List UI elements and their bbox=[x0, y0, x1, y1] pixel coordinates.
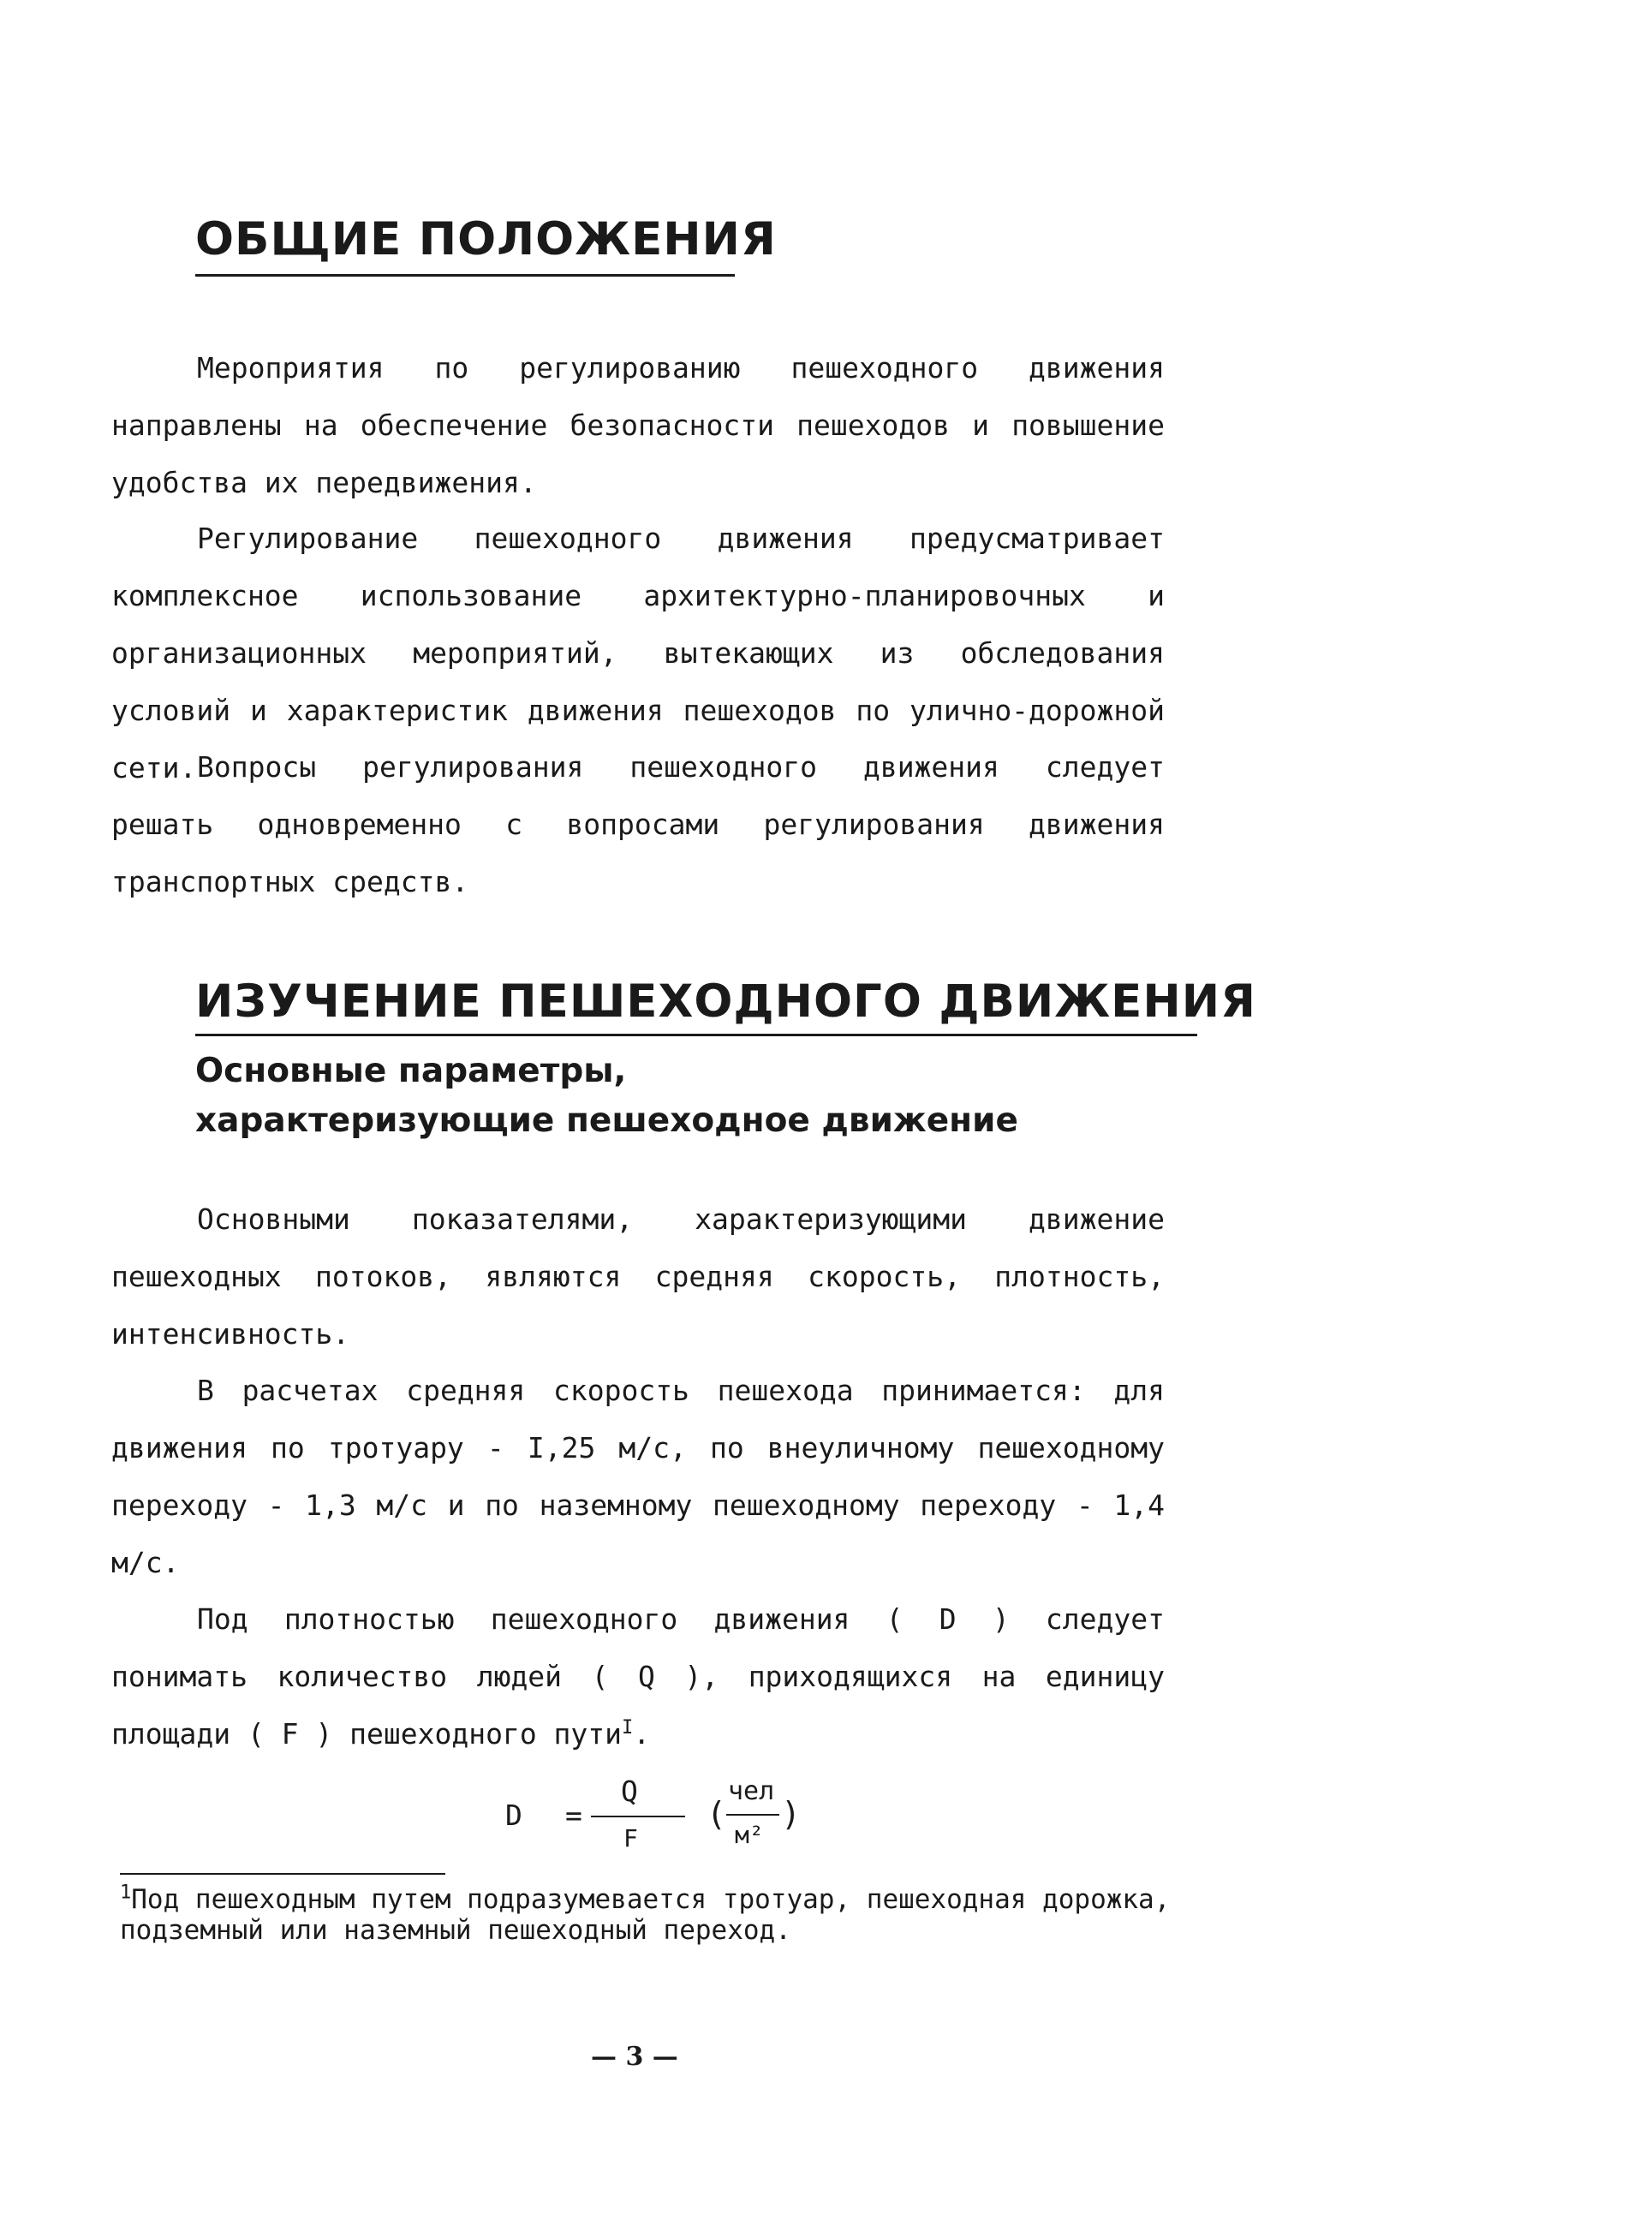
density-text: Под плотностью пешеходного движения ( D ) следует понимать количество людей ( Q ), приходящихся на единицу площади ( F ) пешеходного пути bbox=[111, 1602, 1165, 1751]
formula-denominator: F bbox=[623, 1824, 638, 1852]
paragraph-density bbox=[111, 1590, 1165, 1763]
page-number: — 3 — bbox=[591, 2042, 678, 2072]
paragraph-indicators: Основными показателями, характеризующими движение пешеходных потоков, являются средняя скорость, плотность, интенсивность. bbox=[111, 1202, 1165, 1351]
density-text-end: . bbox=[633, 1717, 651, 1751]
footnote-mark: 1 bbox=[120, 1882, 132, 1904]
formula-paren-close: ) bbox=[781, 1795, 801, 1833]
footnote-reference: I bbox=[622, 1717, 634, 1739]
formula-unit-line bbox=[726, 1814, 779, 1816]
paragraph-regulation: Регулирование пешеходного движения предусматривает комплексное использование архитектурно-планировочных и организационных мероприятий, вытекающих из обследования условий и характеристик движения пешеходов по улично-дорожной сети. bbox=[111, 522, 1165, 784]
formula-equals: = bbox=[565, 1798, 582, 1832]
formula-paren-open: ( bbox=[707, 1795, 726, 1833]
footnote bbox=[120, 1884, 1182, 1946]
footnote-text: Под пешеходным путем подразумевается тротуар, пешеходная дорожка, подземный или наземный пешеходный переход. bbox=[120, 1884, 1171, 1946]
paragraph-questions: Вопросы регулирования пешеходного движения следует решать одновременно с вопросами регулирования движения транспортных средств. bbox=[111, 750, 1165, 898]
formula-unit-numerator: чел bbox=[728, 1776, 775, 1806]
section-title-underline bbox=[195, 1034, 1197, 1036]
density-formula bbox=[505, 1764, 814, 1867]
formula-fraction-line bbox=[591, 1816, 685, 1817]
formula-unit-denominator: м² bbox=[735, 1821, 764, 1849]
paragraph-speed: В расчетах средняя скорость пешехода принимается: для движения по тротуару - I,25 м/с, по внеуличному пешеходному переходу - 1,3 м/с и по наземному пешеходному переходу - 1,4 м/с. bbox=[111, 1374, 1165, 1579]
paragraph-purpose: Мероприятия по регулированию пешеходного движения направлены на обеспечение безопасности пешеходов и повышение удобства их передвижения. bbox=[111, 351, 1165, 499]
section-title-pedestrian-study: ИЗУЧЕНИЕ ПЕШЕХОДНОГО ДВИЖЕНИЯ bbox=[195, 975, 1256, 1028]
subsection-title-line1: Основные параметры, bbox=[195, 1052, 627, 1090]
subsection-title-line2: характеризующие пешеходное движение bbox=[195, 1101, 1018, 1140]
section-title-general: ОБЩИЕ ПОЛОЖЕНИЯ bbox=[195, 213, 777, 265]
section-title-underline bbox=[195, 274, 735, 277]
formula-lhs: D bbox=[505, 1798, 522, 1832]
formula-numerator: Q bbox=[621, 1775, 638, 1808]
footnote-separator bbox=[120, 1873, 445, 1875]
